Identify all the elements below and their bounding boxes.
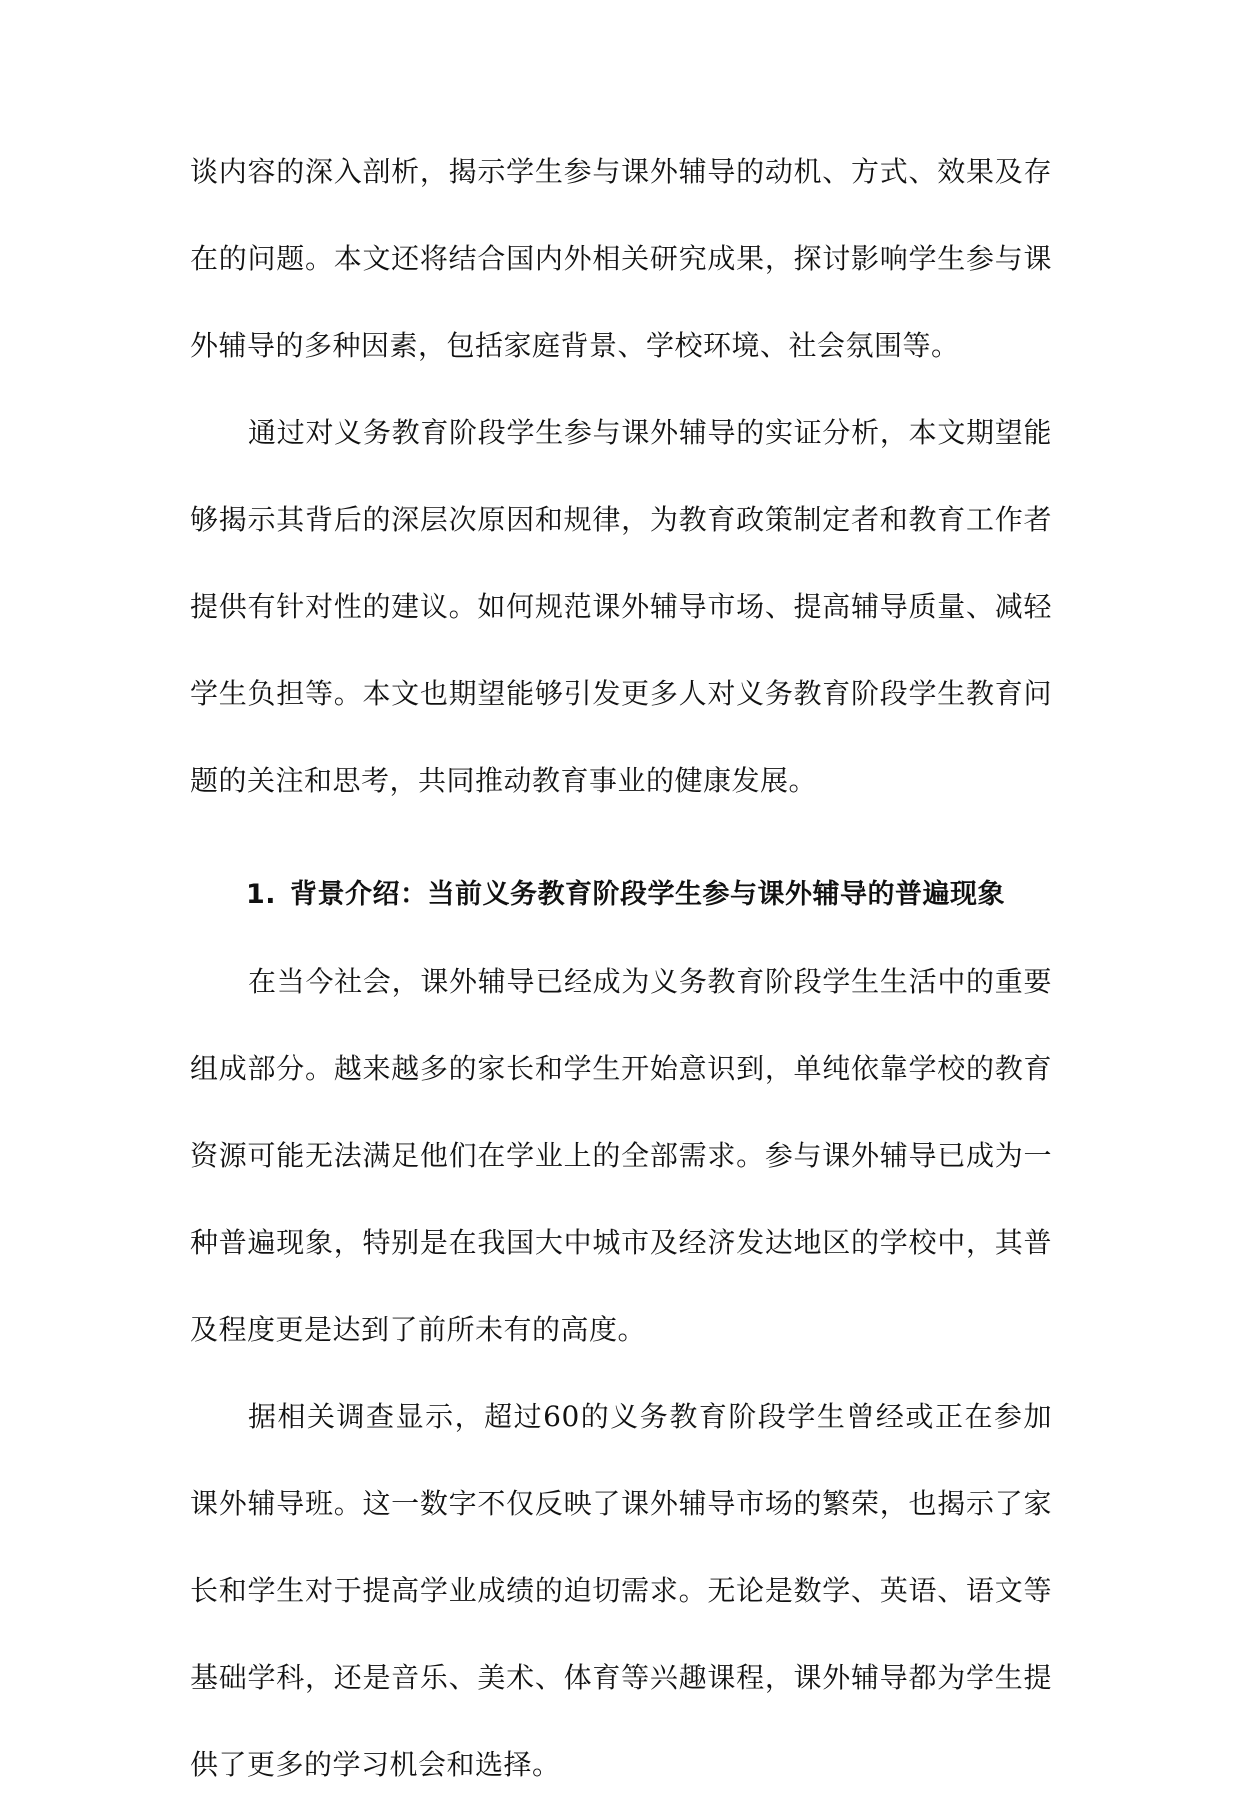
section-number: 1. — [246, 879, 277, 910]
body-paragraph: 据相关调查显示，超过60的义务教育阶段学生曾经或正在参加课外辅导班。这一数字不仅反映了课外辅导市场的繁荣，也揭示了家长和学生对于提高学业成绩的迫切需求。无论是数学、英语、语文等基础学科，还是音乐、美术、体育等兴趣课程，课外辅导都为学生提供了更多的学习机会和选择。 — [190, 1400, 1052, 1781]
document-body — [190, 128, 1052, 1808]
section-title: 背景介绍：当前义务教育阶段学生参与课外辅导的普遍现象 — [290, 879, 1005, 910]
body-paragraph: 在当今社会，课外辅导已经成为义务教育阶段学生生活中的重要组成部分。越来越多的家长和学生开始意识到，单纯依靠学校的教育资源可能无法满足他们在学业上的全部需求。参与课外辅导已成为一种普遍现象，特别是在我国大中城市及经济发达地区的学校中，其普及程度更是达到了前所未有的高度。 — [190, 965, 1052, 1346]
body-paragraph: 通过对义务教育阶段学生参与课外辅导的实证分析，本文期望能够揭示其背后的深层次原因和规律，为教育政策制定者和教育工作者提供有针对性的建议。如何规范课外辅导市场、提高辅导质量、减轻学生负担等。本文也期望能够引发更多人对义务教育阶段学生教育问题的关注和思考，共同推动教育事业的健康发展。 — [190, 416, 1052, 797]
section-heading — [190, 851, 1052, 938]
body-paragraph-continued: 谈内容的深入剖析，揭示学生参与课外辅导的动机、方式、效果及存在的问题。本文还将结合国内外相关研究成果，探讨影响学生参与课外辅导的多种因素，包括家庭背景、学校环境、社会氛围等。 — [190, 155, 1052, 362]
